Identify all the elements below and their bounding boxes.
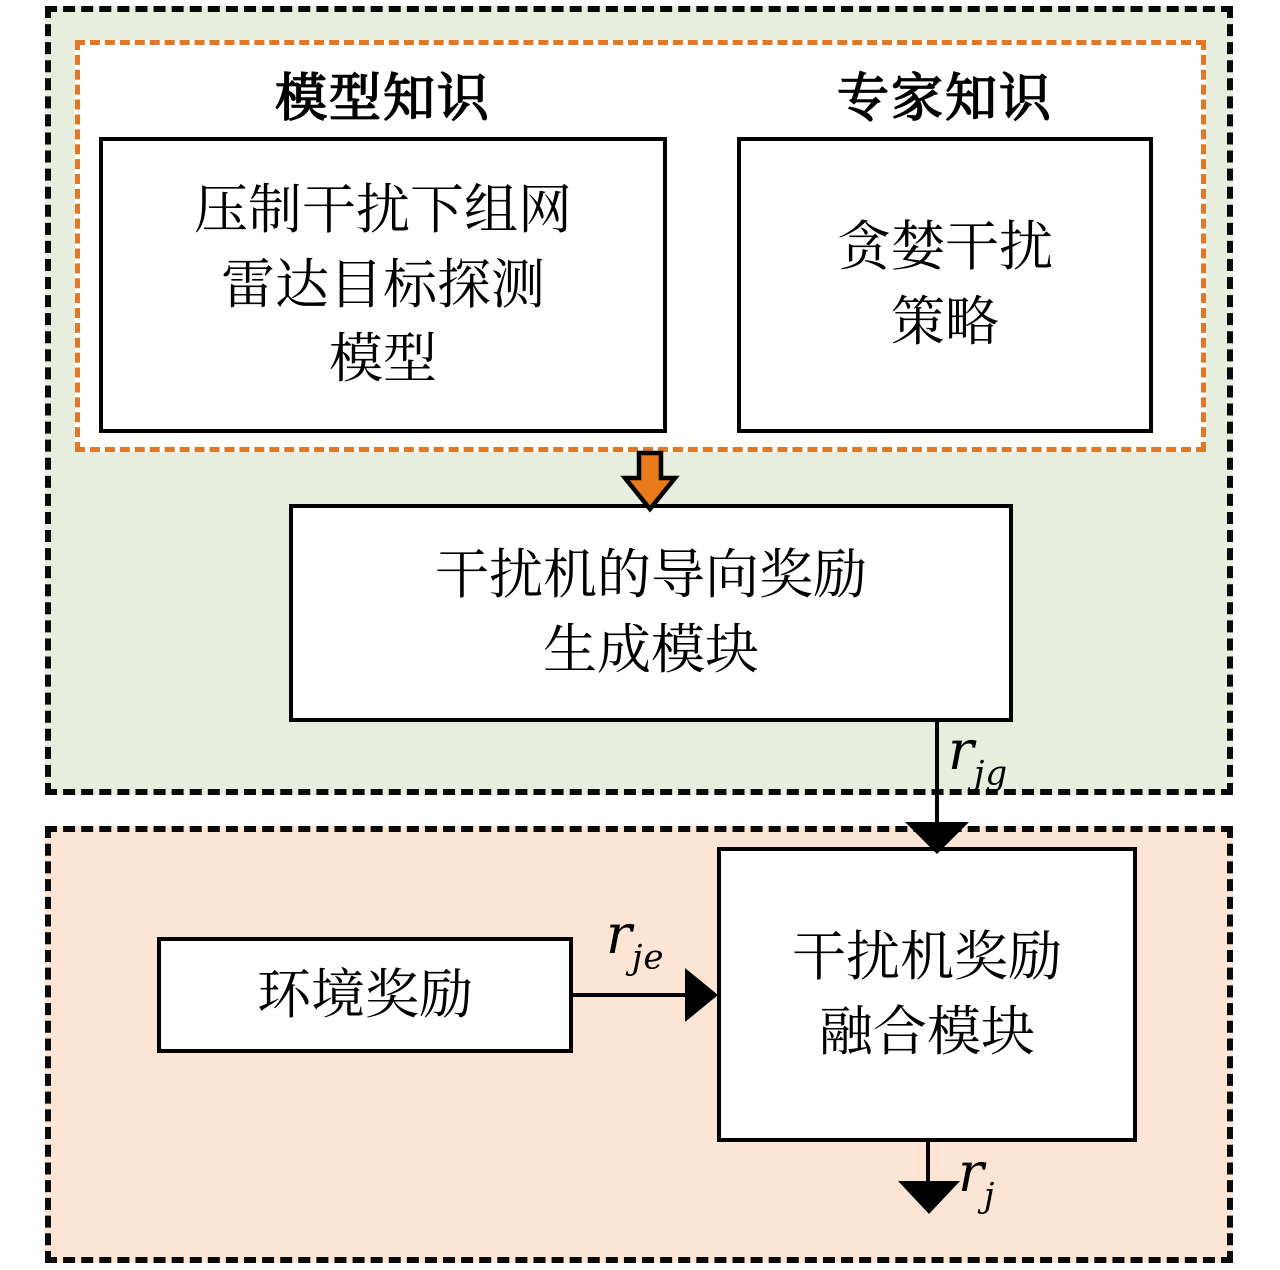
rjg-label-base: r	[948, 719, 974, 782]
radar-model-line: 模型	[329, 329, 437, 390]
rj-label-base: r	[958, 1141, 984, 1204]
radar-model-line: 压制干扰下组网	[194, 180, 572, 241]
jammer-reward-fusion-box	[717, 847, 1137, 1142]
guide-reward-line: 生成模块	[543, 620, 759, 680]
rjg-connector-line	[935, 720, 939, 826]
rj-connector-line	[926, 1142, 930, 1184]
rj-label	[958, 1141, 996, 1216]
rje-label	[606, 903, 665, 978]
greedy-strategy-line: 策略	[891, 292, 999, 352]
reward-fusion-line: 干扰机奖励	[792, 926, 1062, 987]
environment-reward-box	[157, 937, 573, 1053]
rje-label-base: r	[606, 903, 632, 966]
guide-reward-generation-box	[289, 504, 1013, 722]
reward-fusion-line: 融合模块	[819, 1001, 1035, 1062]
expert-knowledge-title: 专家知识	[836, 71, 1053, 128]
rjg-label-sub: jg	[973, 753, 1009, 794]
rj-label-sub: j	[983, 1175, 996, 1216]
radar-model-line: 雷达目标探测	[221, 254, 545, 315]
greedy-strategy-line: 贪婪干扰	[837, 217, 1053, 278]
rje-connector-line	[573, 993, 687, 997]
greedy-jamming-strategy-box	[737, 137, 1153, 433]
down-arrowhead-icon	[898, 1181, 960, 1214]
model-knowledge-title: 模型知识	[274, 71, 491, 128]
guide-reward-line: 干扰机的导向奖励	[435, 545, 867, 606]
down-arrowhead-icon	[905, 822, 969, 854]
right-arrowhead-icon	[685, 968, 718, 1022]
orange-block-arrow-icon	[614, 450, 686, 514]
rje-label-sub: je	[631, 937, 665, 978]
env-reward-line: 环境奖励	[257, 964, 473, 1025]
rjg-label	[948, 719, 1009, 794]
radar-detection-model-box	[99, 137, 667, 433]
